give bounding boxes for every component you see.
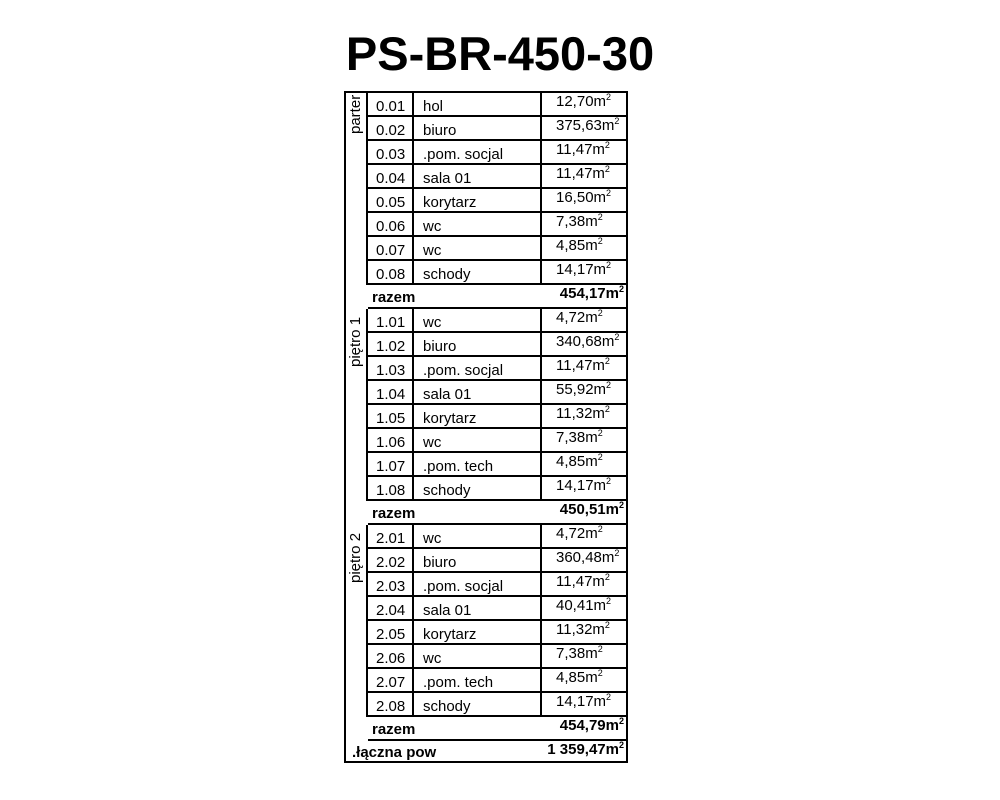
room-number: 0.03 — [368, 141, 414, 165]
room-number: 0.01 — [368, 93, 414, 117]
table-row — [368, 333, 628, 357]
table-row — [368, 429, 628, 453]
room-name: .pom. socjal — [414, 141, 540, 165]
floor-section — [346, 93, 626, 309]
room-area: $4,85m^2$ — [540, 237, 628, 261]
room-number: 1.08 — [368, 477, 414, 501]
room-name: sala 01 — [414, 381, 540, 405]
room-number: 1.01 — [368, 309, 414, 333]
room-name: wc — [414, 309, 540, 333]
room-area: $14,17m^2$ — [540, 693, 628, 717]
table-row — [368, 477, 628, 501]
room-number: 2.06 — [368, 645, 414, 669]
floor-label-cell — [346, 525, 368, 717]
room-area: $340,68m^2$ — [540, 333, 628, 357]
room-name: korytarz — [414, 621, 540, 645]
room-area: $14,17m^2$ — [540, 261, 628, 285]
room-name: .pom. socjal — [414, 573, 540, 597]
table-row — [368, 213, 628, 237]
room-area: $4,85m^2$ — [540, 453, 628, 477]
room-number: 1.06 — [368, 429, 414, 453]
section-total-label: razem — [372, 721, 416, 738]
room-area: $40,41m^2$ — [540, 597, 628, 621]
section-total-label: razem — [372, 505, 416, 522]
table-row — [368, 549, 628, 573]
room-number: 2.01 — [368, 525, 414, 549]
section-total-label: razem — [372, 289, 416, 306]
room-area: $11,47m^2$ — [540, 165, 628, 189]
table-row — [368, 141, 628, 165]
table-row — [368, 597, 628, 621]
section-total-value: $454,79m^2$ — [559, 716, 624, 734]
room-name: .pom. socjal — [414, 357, 540, 381]
room-area: $7,38m^2$ — [540, 213, 628, 237]
room-name: biuro — [414, 549, 540, 573]
table-row — [368, 405, 628, 429]
room-name: schody — [414, 261, 540, 285]
room-name: korytarz — [414, 405, 540, 429]
room-area: $11,47m^2$ — [540, 573, 628, 597]
table-row — [368, 453, 628, 477]
room-number: 0.05 — [368, 189, 414, 213]
section-total-value: $450,51m^2$ — [559, 500, 624, 518]
room-name: schody — [414, 477, 540, 501]
room-area: $4,72m^2$ — [540, 309, 628, 333]
room-name: korytarz — [414, 189, 540, 213]
room-number: 1.03 — [368, 357, 414, 381]
room-area: $360,48m^2$ — [540, 549, 628, 573]
room-number: 1.02 — [368, 333, 414, 357]
room-number: 0.04 — [368, 165, 414, 189]
grand-total-label: .łączna pow — [352, 744, 437, 761]
room-area: $11,32m^2$ — [540, 621, 628, 645]
table-row — [368, 573, 628, 597]
room-number: 2.08 — [368, 693, 414, 717]
table-row — [368, 309, 628, 333]
room-number: 2.07 — [368, 669, 414, 693]
table-row — [368, 669, 628, 693]
room-area: $4,85m^2$ — [540, 669, 628, 693]
room-area: $16,50m^2$ — [540, 189, 628, 213]
room-name: sala 01 — [414, 165, 540, 189]
room-number: 0.06 — [368, 213, 414, 237]
table-row — [368, 525, 628, 549]
room-name: biuro — [414, 117, 540, 141]
room-name: .pom. tech — [414, 453, 540, 477]
room-number: 1.05 — [368, 405, 414, 429]
room-number: 2.02 — [368, 549, 414, 573]
table-row — [368, 381, 628, 405]
room-area: $4,72m^2$ — [540, 525, 628, 549]
room-number: 1.04 — [368, 381, 414, 405]
table-row — [368, 189, 628, 213]
floor-label: piętro 1 — [347, 316, 364, 367]
room-area: $11,47m^2$ — [540, 357, 628, 381]
section-total-value: $454,17m^2$ — [559, 284, 624, 302]
table-row — [368, 165, 628, 189]
area-table — [344, 91, 628, 763]
room-area: $7,38m^2$ — [540, 429, 628, 453]
floor-label: piętro 2 — [347, 532, 364, 583]
section-total-row — [368, 717, 626, 741]
room-area: $7,38m^2$ — [540, 645, 628, 669]
table-row — [368, 645, 628, 669]
room-area: $375,63m^2$ — [540, 117, 628, 141]
section-total-row — [368, 285, 626, 309]
table-row — [368, 117, 628, 141]
room-name: wc — [414, 429, 540, 453]
floor-label-cell — [346, 309, 368, 501]
room-name: wc — [414, 645, 540, 669]
grand-total-value: 1 $359,47m^2$ — [547, 740, 624, 758]
room-area: $12,70m^2$ — [540, 93, 628, 117]
table-row — [368, 237, 628, 261]
room-number: 0.08 — [368, 261, 414, 285]
table-row — [368, 93, 628, 117]
room-number: 2.03 — [368, 573, 414, 597]
table-row — [368, 621, 628, 645]
room-area: $11,47m^2$ — [540, 141, 628, 165]
page-title: PS-BR-450-30 — [345, 27, 655, 80]
room-name: biuro — [414, 333, 540, 357]
room-name: wc — [414, 213, 540, 237]
room-area: $55,92m^2$ — [540, 381, 628, 405]
table-row — [368, 357, 628, 381]
table-row — [368, 261, 628, 285]
room-name: wc — [414, 525, 540, 549]
floor-label-cell — [346, 93, 368, 285]
room-name: .pom. tech — [414, 669, 540, 693]
room-name: hol — [414, 93, 540, 117]
room-number: 0.07 — [368, 237, 414, 261]
room-name: schody — [414, 693, 540, 717]
room-number: 0.02 — [368, 117, 414, 141]
room-number: 1.07 — [368, 453, 414, 477]
room-number: 2.04 — [368, 597, 414, 621]
room-name: wc — [414, 237, 540, 261]
grand-total-row — [346, 741, 626, 763]
section-total-row — [368, 501, 626, 525]
room-number: 2.05 — [368, 621, 414, 645]
room-area: $14,17m^2$ — [540, 477, 628, 501]
floor-label: parter — [347, 94, 364, 134]
floor-section — [346, 525, 626, 741]
room-name: sala 01 — [414, 597, 540, 621]
floor-section — [346, 309, 626, 525]
room-area: $11,32m^2$ — [540, 405, 628, 429]
table-row — [368, 693, 628, 717]
